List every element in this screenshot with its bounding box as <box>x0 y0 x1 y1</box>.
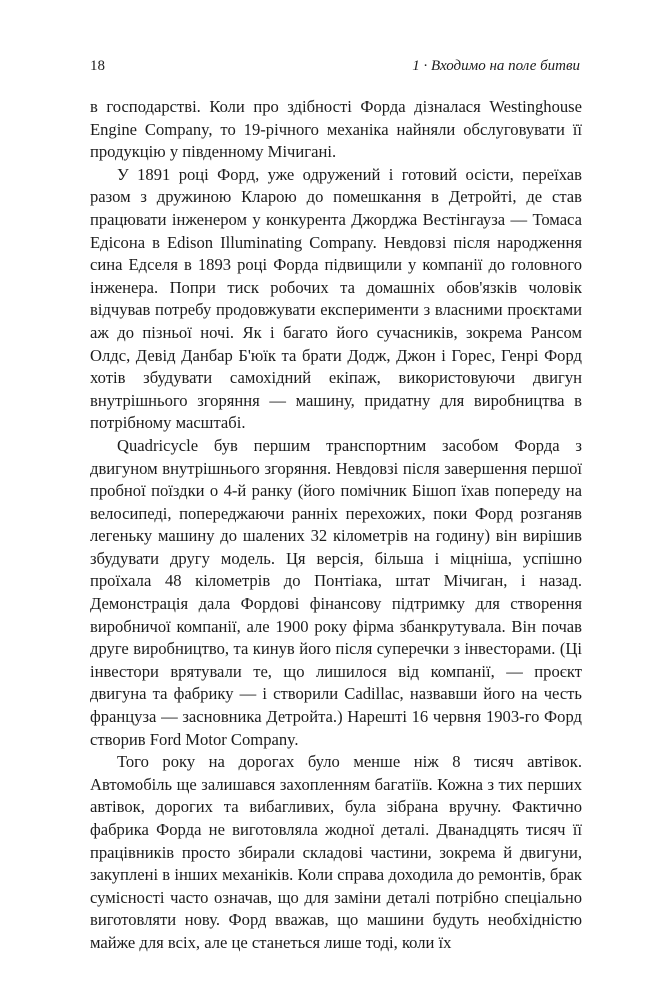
paragraph: Quadricycle був першим транспортним засобом Форда з двигуном внутрішнього згоряння. Невдовзі після завершення першої пробної поїздки о 4-й ранку (його помічник Бішоп їхав попереду на велосипеді, попереджаючи ранніх перехожих, поки Форд розганяв легеньку машину до шалених 32 кілометрів на годину) він вирішив збудувати другу модель. Ця версія, більша і міцніша, успішно проїхала 48 кілометрів до Понтіака, штат Мічиган, і назад. Демонстрація дала Фордові фінансову підтримку для створення виробничої компанії, але 1900 року фірма збанкрутувала. Він почав друге виробництво, та кинув його після суперечки з інвесторами. (Ці інвестори врятували те, що лишилося від компанії, — проєкт двигуна та фабрику — і створили Cadillac, назвавши його на честь француза — засновника Детройта.) Нарешті 16 червня 1903-го Форд створив Ford Motor Company. <box>90 435 582 749</box>
paragraph: У 1891 році Форд, уже одружений і готовий осісти, переїхав разом з дружиною Кларою до помешкання в Детройті, де став працювати інженером у конкурента Джорджа Вестінгауза — Томаса Едісона в Edison Illuminating Company. Невдовзі після народження сина Едселя в 1893 році Форда підвищили у компанії до головного інженера. Попри тиск робочих та домашніх обов'язків чоловік відчував потребу продовжувати експерименти з власними проєктами аж до пізньої ночі. Як і багато його сучасників, зокрема Рансом Олдс, Девід Данбар Б'юїк та брати Додж, Джон і Горес, Генрі Форд хотів збудувати самохідний екіпаж, використовуючи двигун внутрішнього згоряння — машину, придатну для виробництва в потрібному масштабі. <box>90 164 582 433</box>
body-text <box>90 96 582 955</box>
paragraph: Того року на дорогах було менше ніж 8 тисяч автівок. Автомобіль ще залишався захопленням багатіїв. Кожна з тих перших автівок, дорогих та вибагливих, була зібрана вручну. Фактично фабрика Форда не виготовляла жодної деталі. Дванадцять тисяч її працівників просто збирали складові частини, зокрема й двигуни, закуплені в інших механіків. Коли справа доходила до ремонтів, брак сумісності часто означав, що для заміни деталі потрібно спеціально виготовляти нову. Форд вважав, що машини будуть необхідністю майже для всіх, але це станеться лише тоді, коли їх <box>90 752 582 952</box>
chapter-reference: 1 · Входимо на поле битви <box>412 58 580 74</box>
paragraph-continuation: в господарстві. Коли про здібності Форда дізналася Westinghouse Engine Company, то 19-річного механіка найняли обслуговувати її продукцію у південному Мічигані. <box>90 97 582 162</box>
page-number: 18 <box>90 58 105 74</box>
running-header <box>90 56 580 76</box>
